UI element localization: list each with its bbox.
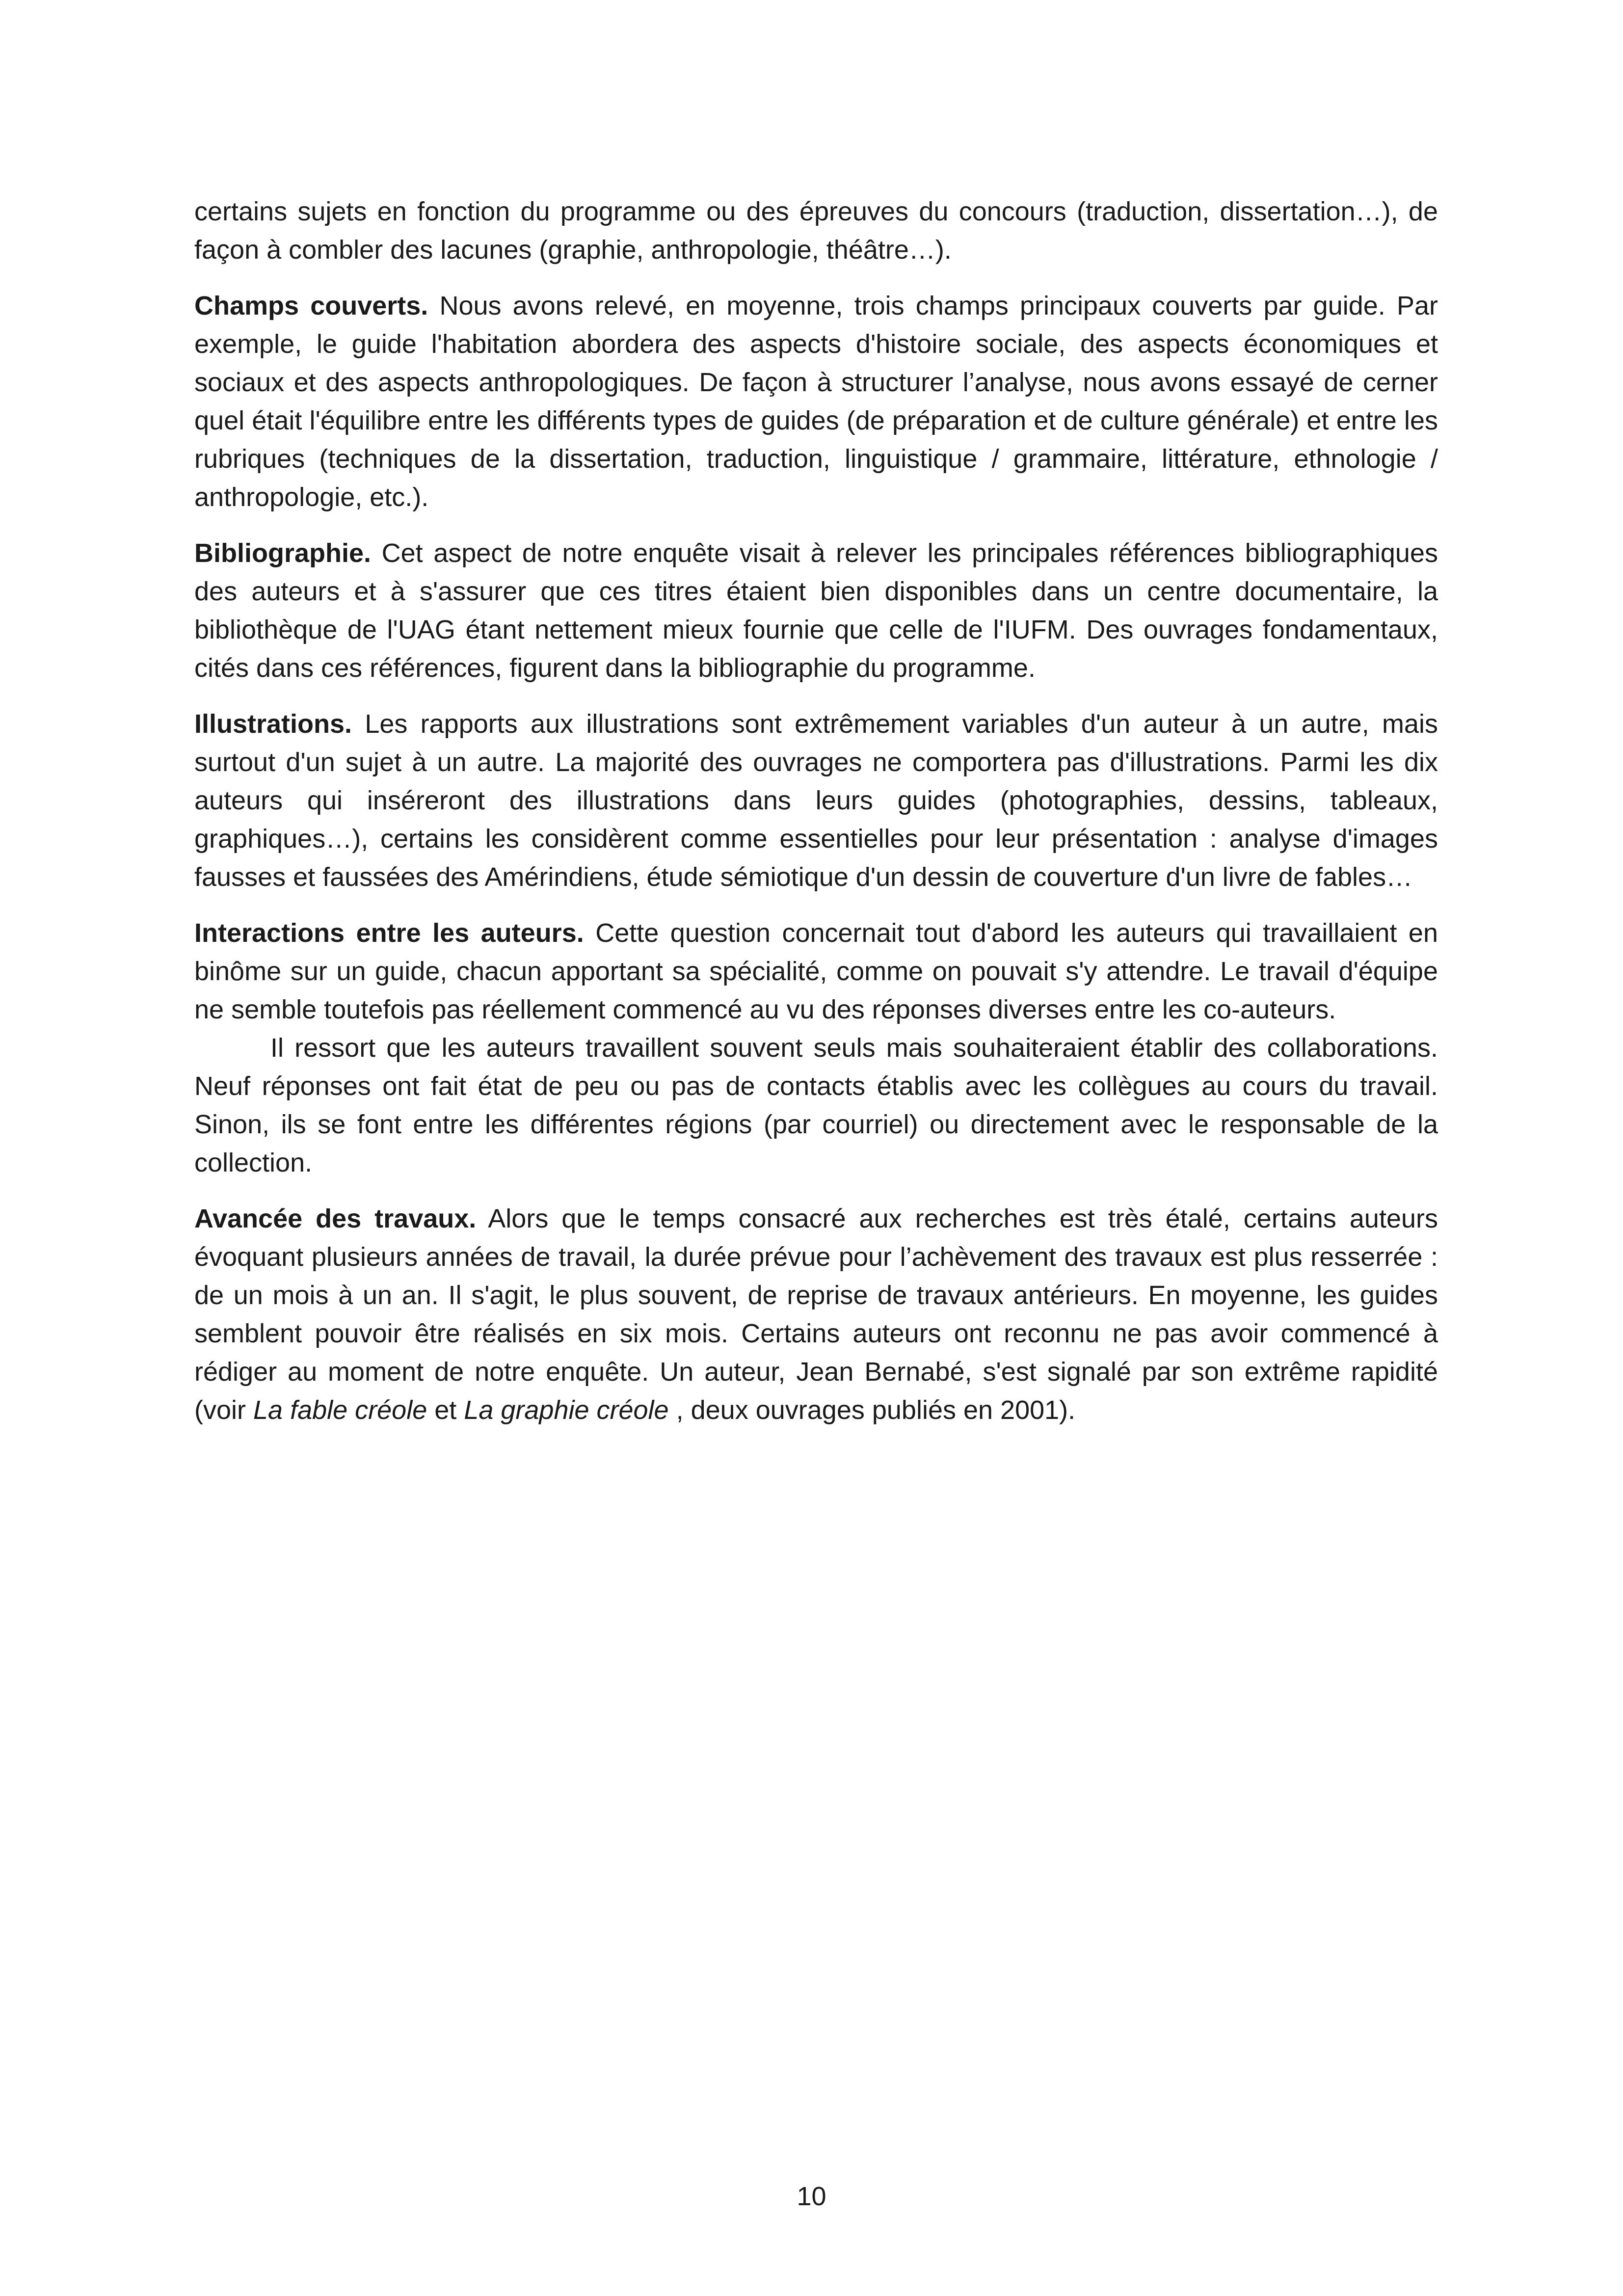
illustrations-text: Les rapports aux illustrations sont extrêmement variables d'un auteur à un autre, mais surtout d'un sujet à un autre. La majorité des ouvrages ne comportera pas d'illustrations. Parmi les dix auteurs qui inséreront des illustrations dans leurs guides (photographies, dessins, tableaux, graphiques…), certains les considèrent comme essentielles pour leur présentation : analyse d'images fausses et faussées des Amérindiens, étude sémiotique d'un dessin de couverture d'un livre de fables…	[194, 709, 1438, 892]
champs-couverts-heading: Champs couverts.	[194, 291, 428, 320]
avancee-tail: , deux ouvrages publiés en 2001).	[668, 1395, 1076, 1425]
page-number: 10	[797, 2182, 826, 2211]
title-la-graphie-creole: La graphie créole	[464, 1395, 669, 1425]
avancee-heading: Avancée des travaux.	[194, 1204, 477, 1233]
avancee-text: Alors que le temps consacré aux recherches est très étalé, certains auteurs évoquant plusieurs années de travail, la durée prévue pour l’achèvement des travaux est plus resserrée : de un mois à un an. Il s'agit, le plus souvent, de reprise de travaux antérieurs. En moyenne, les guides semblent pouvoir être réalisés en six mois. Certains auteurs ont reconnu ne pas avoir commencé à rédiger au moment de notre enquête. Un auteur, Jean Bernabé, s'est signalé par son extrême rapidité (voir	[194, 1204, 1438, 1425]
intro-text: certains sujets en fonction du programme ou des épreuves du concours (traduction, dissertation…), de façon à combler des lacunes (graphie, anthropologie, théâtre…).	[194, 197, 1438, 265]
avancee-between: et	[427, 1395, 464, 1425]
avancee-paragraph	[194, 1200, 1438, 1429]
title-la-fable-creole: La fable créole	[253, 1395, 427, 1425]
interactions-continuation-paragraph	[194, 1029, 1438, 1182]
intro-paragraph	[194, 192, 1438, 269]
page-body	[194, 192, 1438, 1447]
illustrations-paragraph	[194, 705, 1438, 896]
illustrations-heading: Illustrations.	[194, 709, 352, 739]
champs-couverts-text: Nous avons relevé, en moyenne, trois champs principaux couverts par guide. Par exemple, le guide l'habitation abordera des aspects d'histoire sociale, des aspects économiques et sociaux et des aspects anthropologiques. De façon à structurer l’analyse, nous avons essayé de cerner quel était l'équilibre entre les différents types de guides (de préparation et de culture générale) et entre les rubriques (techniques de la dissertation, traduction, linguistique / grammaire, littérature, ethnologie / anthropologie, etc.).	[194, 291, 1438, 512]
bibliographie-heading: Bibliographie.	[194, 538, 372, 568]
interactions-paragraph	[194, 914, 1438, 1029]
interactions-text: Cette question concernait tout d'abord les auteurs qui travaillaient en binôme sur un guide, chacun apportant sa spécialité, comme on pouvait s'y attendre. Le travail d'équipe ne semble toutefois pas réellement commencé au vu des réponses diverses entre les co-auteurs.	[194, 918, 1438, 1024]
champs-couverts-paragraph	[194, 287, 1438, 516]
bibliographie-paragraph	[194, 534, 1438, 687]
interactions-heading: Interactions entre les auteurs.	[194, 918, 584, 948]
interactions-continuation-text: Il ressort que les auteurs travaillent souvent seuls mais souhaiteraient établir des collaborations. Neuf réponses ont fait état de peu ou pas de contacts établis avec les collègues au cours du travail. Sinon, ils se font entre les différentes régions (par courriel) ou directement avec le responsable de la collection.	[194, 1033, 1438, 1177]
bibliographie-text: Cet aspect de notre enquête visait à relever les principales références bibliographiques des auteurs et à s'assurer que ces titres étaient bien disponibles dans un centre documentaire, la bibliothèque de l'UAG étant nettement mieux fournie que celle de l'IUFM. Des ouvrages fondamentaux, cités dans ces références, figurent dans la bibliographie du programme.	[194, 538, 1438, 683]
